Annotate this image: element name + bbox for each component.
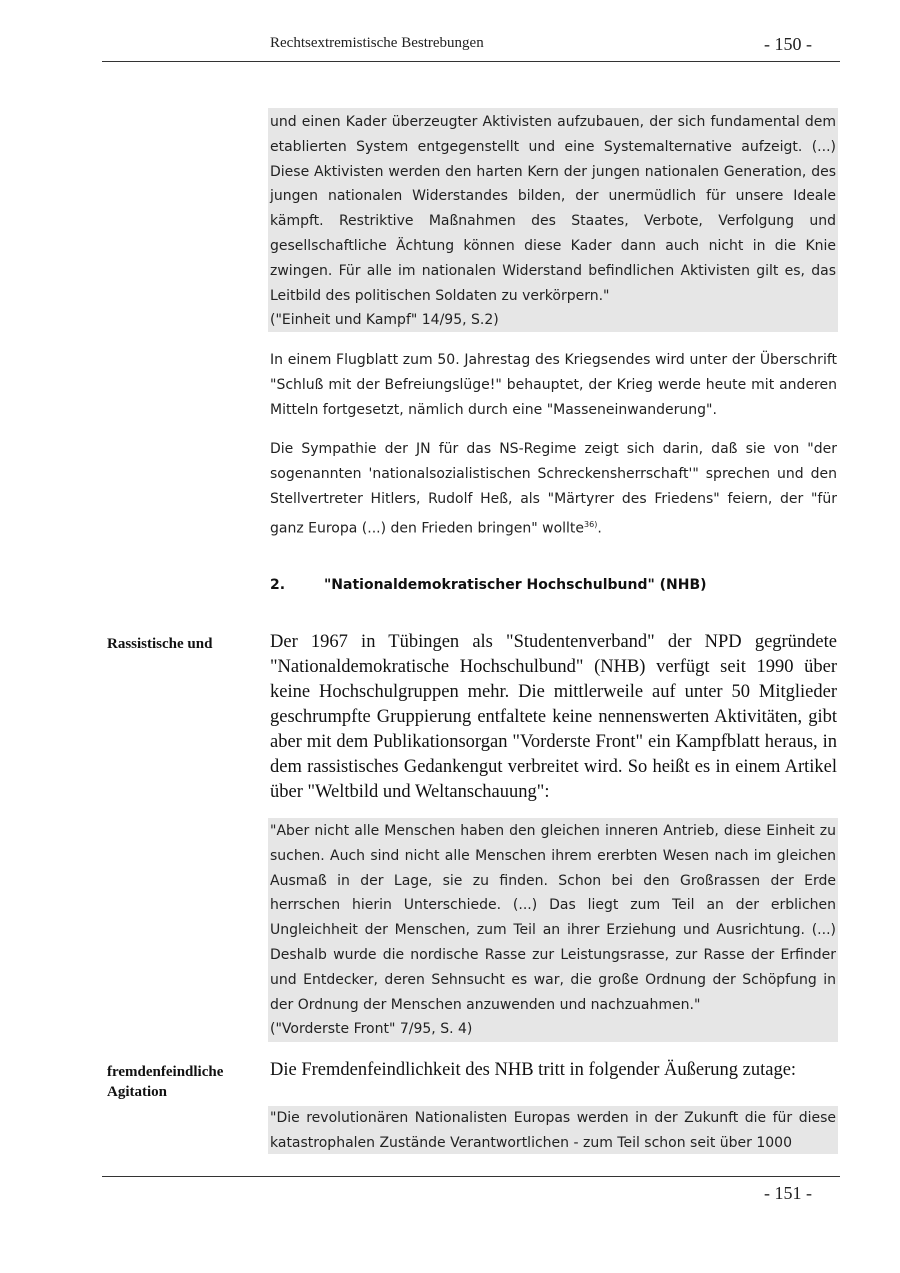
page-number-top: - 150 -	[764, 34, 812, 54]
page-number-bottom: - 151 -	[764, 1183, 812, 1203]
margin-note-fremdenfeindliche: fremdenfeindliche Agitation	[107, 1064, 224, 1100]
paragraph-end: .	[597, 520, 602, 537]
section-heading	[270, 577, 707, 593]
paragraph-sympathie	[270, 437, 837, 542]
paragraph-text: Die Sympathie der JN für das NS-Regime zeigt sich darin, daß sie von "der sogenannten 'nationalsozialistischen Schreckensherrschaft'" sprechen und den Stellvertreter Hitlers, Rudolf Heß, als "Märtyrer des Friedens" feiern, der "für ganz Europa (...) den Frieden bringen" wollte	[270, 441, 837, 537]
section-title: "Nationaldemokratischer Hochschulbund" (NHB)	[324, 577, 707, 593]
paragraph-flugblatt: In einem Flugblatt zum 50. Jahrestag des Kriegsendes wird unter der Überschrift "Schluß mit der Befreiungslüge!" behauptet, der Krieg werde heute mit anderen Mitteln fortgesetzt, nämlich durch eine "Masseneinwanderung".	[270, 352, 837, 418]
quote-block-vorderste-front	[268, 818, 838, 1042]
quote-source: ("Einheit und Kampf" 14/95, S.2)	[270, 312, 499, 329]
paragraph-nhb: Der 1967 in Tübingen als "Studentenverband" der NPD gegründete "Nationaldemokratische Hochschulbund" (NHB) verfügt seit 1990 über keine Hochschulgruppen mehr. Die mittlerweile auf unter 50 Mitglieder geschrumpfte Gruppierung entfaltete keine nennenswerten Aktivitäten, gibt aber mit dem Publikationsorgan "Vorderste Front" ein Kampfblatt heraus, in dem rassistisches Gedankengut verbreitet wird. So heißt es in einem Artikel über "Weltbild und Weltanschauung":	[270, 632, 837, 802]
footnote-marker: 36)	[584, 520, 598, 529]
footer-divider	[102, 1176, 840, 1177]
running-header-title: Rechtsextremistische Bestrebungen	[270, 35, 484, 51]
quote-block-einheit-und-kampf	[268, 108, 838, 332]
quote-block-revolutionaere	[268, 1106, 838, 1154]
quote-text: "Aber nicht alle Menschen haben den gleichen inneren Antrieb, diese Einheit zu suchen. Auch sind nicht alle Menschen ihrem ererbten Wesen nach im gleichen Ausmaß in der Lage, sie zu finden. Schon bei den Großrassen der Erde herrschen hierin Unterschiede. (...) Das liegt zum Teil an der erblichen Ungleichheit der Menschen, zum Teil an ihrer Erziehung und Ausrichtung. (...) Deshalb wurde die nordische Rasse zur Leistungsrasse, zur Rasse der Erfinder und Entdecker, deren Sehnsucht es war, die große Ordnung der Schöpfung in der Ordnung der Menschen anzuwenden und nachzuahmen."	[270, 823, 836, 1013]
margin-note-rassistische: Rassistische und	[107, 636, 213, 652]
quote-text: "Die revolutionären Nationalisten Europas werden in der Zukunft die für diese katastrophalen Zustände Verantwortlichen - zum Teil schon seit über 1000	[270, 1110, 836, 1151]
quote-source: ("Vorderste Front" 7/95, S. 4)	[270, 1021, 473, 1038]
section-number: 2.	[270, 577, 286, 593]
quote-text: und einen Kader überzeugter Aktivisten aufzubauen, der sich fundamental dem etablierten System entgegenstellt und eine Systemalternative aufzeigt. (...) Diese Aktivisten werden den harten Kern der jungen nationalen Generation, des jungen nationalen Widerstandes bilden, der unermüdlich für unsere Ideale kämpft. Restriktive Maßnahmen des Staates, Verbote, Verfolgung und gesellschaftliche Ächtung können diese Kader dann auch nicht in die Knie zwingen. Für alle im nationalen Widerstand befindlichen Aktivisten gilt es, das Leitbild des politischen Soldaten zu verkörpern."	[270, 114, 836, 304]
paragraph-fremdenfeindlichkeit: Die Fremdenfeindlichkeit des NHB tritt in folgender Äußerung zutage:	[270, 1060, 797, 1080]
header-divider	[102, 61, 840, 62]
